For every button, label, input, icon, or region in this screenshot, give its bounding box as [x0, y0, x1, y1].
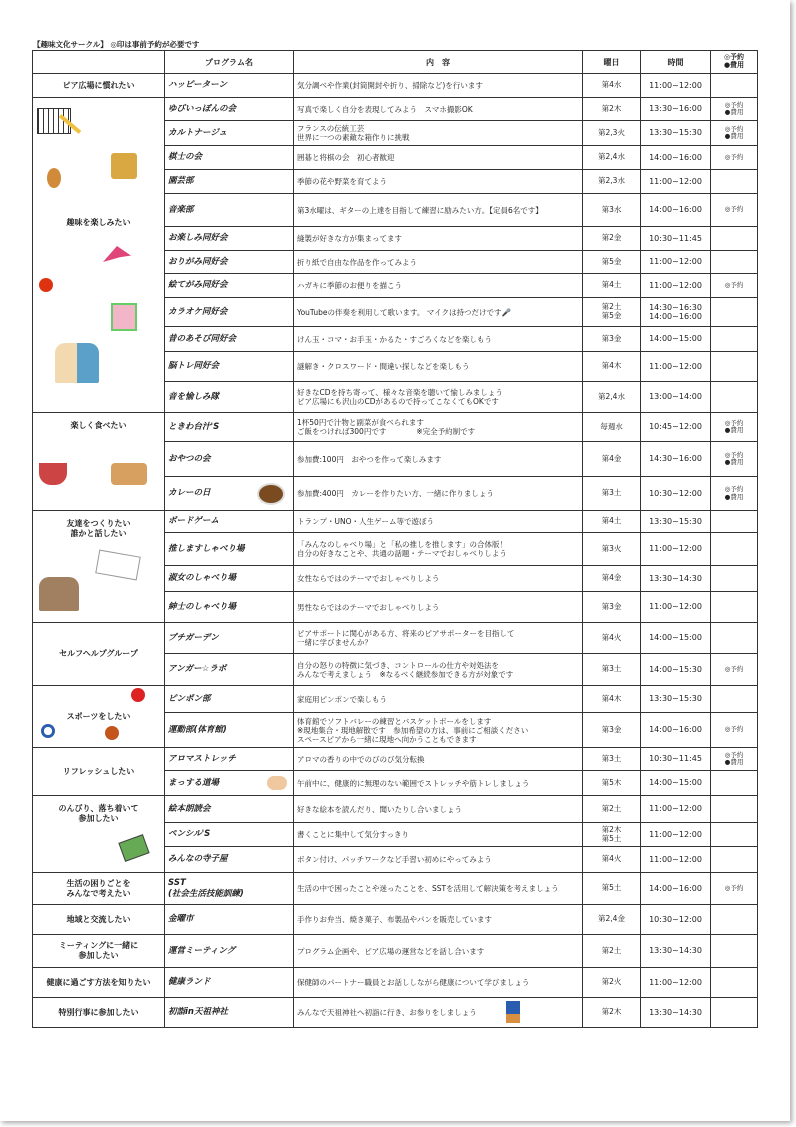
program-content: 折り紙で自由な作品を作ってみよう	[294, 251, 583, 274]
program-time: 14:30~16:00	[641, 442, 711, 477]
program-time: 13:30~14:30	[641, 998, 711, 1028]
header-category	[33, 51, 165, 74]
program-notes	[711, 968, 758, 998]
program-content: 書くことに集中して気分すっきり	[294, 823, 583, 847]
program-day: 第2,4水	[583, 146, 641, 170]
category-cell	[33, 873, 165, 905]
table-row	[33, 74, 758, 98]
music-cd-illustration	[111, 303, 137, 331]
program-notes: ◎予約	[711, 146, 758, 170]
program-time: 14:30~16:30 14:00~16:00	[641, 298, 711, 327]
program-time: 14:00~16:00	[641, 146, 711, 170]
program-content: 家庭用ピンポンで楽しもう	[294, 686, 583, 713]
category-label: 友達をつくりたい 誰かと話したい	[66, 519, 131, 538]
category-label: 地域と交流したい	[66, 914, 131, 924]
category-label: のんびり、落ち着いて 参加したい	[58, 804, 139, 823]
category-cell	[33, 935, 165, 968]
program-notes	[711, 251, 758, 274]
program-name: 初詣in天祖神社	[165, 998, 294, 1028]
program-name: ボードゲーム	[165, 511, 294, 533]
program-day: 第4土	[583, 274, 641, 298]
program-content: 好きなCDを持ち寄って、様々な音楽を聴いて愉しみましょう ピア広場にも沢山のCDがあるので持ってこなくてもOKです	[294, 382, 583, 413]
program-content: 自分の怒りの特徴に気づき、コントロールの仕方や対処法を みんなで考えましょう ※なるべく継続参加できる方が対象です	[294, 654, 583, 686]
table-row	[33, 748, 758, 771]
program-day: 第3土	[583, 748, 641, 771]
program-content: 生活の中で困ったことや迷ったことを、SSTを活用して解決策を考えましょう	[294, 873, 583, 905]
category-label: 楽しく食べたい	[70, 421, 127, 430]
program-name: アンガー☆ラボ	[165, 654, 294, 686]
program-time: 10:30~12:00	[641, 905, 711, 935]
program-content: ハガキに季節のお便りを描こう	[294, 274, 583, 298]
program-notes	[711, 74, 758, 98]
program-day: 第4水	[583, 74, 641, 98]
program-name: 脳トレ同好会	[165, 352, 294, 382]
program-time: 11:00~12:00	[641, 274, 711, 298]
program-notes	[711, 847, 758, 873]
program-name: お楽しみ同好会	[165, 227, 294, 251]
program-content: 第3水曜は、ギターの上達を目指して練習に励みたい方。【定員6名です】	[294, 194, 583, 227]
program-time: 11:00~12:00	[641, 352, 711, 382]
program-notes	[711, 592, 758, 623]
header-time: 時間	[641, 51, 711, 74]
header-program: プログラム名	[165, 51, 294, 74]
program-day: 第2,4金	[583, 905, 641, 935]
program-name: 淑女のしゃべり場	[165, 566, 294, 592]
program-name: 絵本朗読会	[165, 796, 294, 823]
cooking-people-illustration	[111, 463, 147, 485]
karaoke-people-illustration	[55, 343, 99, 383]
program-content: みんなで天祖神社へ初詣に行き、お参りをしましょう	[294, 998, 583, 1028]
table-row	[33, 413, 758, 442]
program-day: 第2土	[583, 935, 641, 968]
table-row	[33, 873, 758, 905]
program-notes: ◎予約	[711, 654, 758, 686]
program-time: 13:00~14:00	[641, 382, 711, 413]
program-day: 第2,3火	[583, 121, 641, 146]
program-day: 第2火	[583, 968, 641, 998]
category-label: 生活の困りごとを みんなで考えたい	[66, 878, 131, 898]
program-time: 10:30~11:45	[641, 748, 711, 771]
program-content: 囲碁と将棋の会 初心者歓迎	[294, 146, 583, 170]
meal-illustration	[39, 463, 67, 485]
program-content: 「みんなのしゃべり場」と「私の推しを推します」の合体版！ 自分の好きなことや、共通の話題・テーマでおしゃべりしよう	[294, 533, 583, 566]
program-notes	[711, 352, 758, 382]
kendama-illustration	[39, 278, 53, 292]
category-cell	[33, 413, 165, 511]
program-content: YouTubeの伴奏を利用して歌います。 マイクは持つだけです🎤	[294, 298, 583, 327]
program-name: ピンポン部	[165, 686, 294, 713]
program-time: 14:00~16:00	[641, 194, 711, 227]
basketball-illustration	[105, 726, 119, 740]
table-row	[33, 935, 758, 968]
program-day: 第4火	[583, 847, 641, 873]
program-name: 金曜市	[165, 905, 294, 935]
program-content: 謎解き・クロスワード・間違い探しなどを楽しもう	[294, 352, 583, 382]
program-name: 紳士のしゃべり場	[165, 592, 294, 623]
program-day: 第3金	[583, 713, 641, 748]
program-notes: ◎予約 ●費用	[711, 121, 758, 146]
category-label: リフレッシュしたい	[62, 766, 135, 776]
program-content: プログラム企画や、ピア広場の運営などを話し合います	[294, 935, 583, 968]
program-name: 昔のあそび同好会	[165, 327, 294, 352]
table-row	[33, 905, 758, 935]
program-day: 第5金	[583, 251, 641, 274]
program-notes	[711, 170, 758, 194]
picture-book-illustration	[118, 834, 149, 862]
program-day: 毎週水	[583, 413, 641, 442]
category-cell	[33, 796, 165, 873]
program-time: 11:00~12:00	[641, 170, 711, 194]
program-notes	[711, 998, 758, 1028]
group-people-illustration	[39, 577, 79, 611]
program-time: 11:00~12:00	[641, 796, 711, 823]
program-time: 13:30~16:00	[641, 98, 711, 121]
category-label: 健康に過ごす方法を知りたい	[46, 977, 151, 987]
program-name: 推しますしゃべり場	[165, 533, 294, 566]
program-time: 11:00~12:00	[641, 533, 711, 566]
program-time: 11:00~12:00	[641, 74, 711, 98]
category-cell	[33, 905, 165, 935]
program-name: おやつの会	[165, 442, 294, 477]
program-name: ハッピーターン	[165, 74, 294, 98]
program-name: 運営ミーティング	[165, 935, 294, 968]
program-notes: ◎予約 ●費用	[711, 413, 758, 442]
playing-cards-illustration	[95, 550, 141, 581]
program-content: 保健師のパートナー職員とお話ししながら健康について学びましょう	[294, 968, 583, 998]
category-cell	[33, 686, 165, 748]
origami-crane-illustration	[103, 246, 131, 262]
category-label: ピア広場に慣れたい	[62, 80, 135, 90]
category-label: セルフヘルプグループ	[59, 649, 138, 658]
program-content: 好きな絵本を読んだり、聞いたりし合いましょう	[294, 796, 583, 823]
category-cell	[33, 74, 165, 98]
program-time: 13:30~15:30	[641, 686, 711, 713]
program-content: 手作りお弁当、焼き菓子、布製品やパンを販売しています	[294, 905, 583, 935]
program-table	[32, 50, 758, 1028]
program-day: 第4木	[583, 352, 641, 382]
document-title: 【趣味文化サークル】 ◎印は事前予約が必要です	[33, 40, 200, 49]
go-board-illustration	[111, 153, 137, 179]
program-day: 第4火	[583, 623, 641, 654]
program-notes: ◎予約	[711, 873, 758, 905]
program-day: 第3土	[583, 654, 641, 686]
program-content: アロマの香りの中でのびのび気分転換	[294, 748, 583, 771]
program-day: 第4土	[583, 511, 641, 533]
program-content: 参加費:100円 おやつを作って楽しみます	[294, 442, 583, 477]
program-day: 第5土	[583, 873, 641, 905]
program-content: 気分調べや作業(封筒開封や折り、掃除など)を行います	[294, 74, 583, 98]
category-label: スポーツをしたい	[66, 711, 131, 721]
program-notes	[711, 935, 758, 968]
program-notes	[711, 298, 758, 327]
volleyball-illustration	[41, 724, 55, 738]
program-content: 女性ならではのテーマでおしゃべりしよう	[294, 566, 583, 592]
program-day: 第2木 第5土	[583, 823, 641, 847]
program-day: 第3金	[583, 327, 641, 352]
program-time: 11:00~12:00	[641, 968, 711, 998]
program-day: 第3水	[583, 194, 641, 227]
table-row	[33, 511, 758, 533]
program-notes: ◎予約 ●費用	[711, 442, 758, 477]
header-day: 曜日	[583, 51, 641, 74]
category-cell	[33, 998, 165, 1028]
category-cell	[33, 511, 165, 623]
program-name: おりがみ同好会	[165, 251, 294, 274]
table-row	[33, 98, 758, 121]
program-content: 縫製が好きな方が集まってます	[294, 227, 583, 251]
program-name: SST (社会生活技能訓練)	[165, 873, 294, 905]
header-notes: ◎予約 ●費用	[711, 51, 758, 74]
program-notes	[711, 823, 758, 847]
program-content: 1杯50円で汁物と副菜が食べられます ご飯をつければ300円です ※完全予約制です	[294, 413, 583, 442]
program-day: 第2金	[583, 227, 641, 251]
program-name: アロマストレッチ	[165, 748, 294, 771]
program-content: トランプ・UNO・人生ゲーム等で遊ぼう	[294, 511, 583, 533]
program-notes	[711, 382, 758, 413]
table-row	[33, 796, 758, 823]
program-notes	[711, 566, 758, 592]
program-name: 運動部(体育館)	[165, 713, 294, 748]
program-name: 音を愉しみ隊	[165, 382, 294, 413]
header-content: 内 容	[294, 51, 583, 74]
table-row	[33, 968, 758, 998]
program-day: 第2,4水	[583, 382, 641, 413]
program-notes: ◎予約 ●費用	[711, 477, 758, 511]
program-day: 第4金	[583, 566, 641, 592]
program-notes: ◎予約 ●費用	[711, 748, 758, 771]
category-cell	[33, 968, 165, 998]
program-notes	[711, 511, 758, 533]
program-name: 音楽部	[165, 194, 294, 227]
program-notes	[711, 327, 758, 352]
program-name: ペンシル'S	[165, 823, 294, 847]
category-cell	[33, 98, 165, 413]
category-label: 趣味を楽しみたい	[66, 218, 131, 227]
program-time: 14:00~16:00	[641, 873, 711, 905]
program-time: 13:30~15:30	[641, 121, 711, 146]
program-name: ゆびいっぽんの会	[165, 98, 294, 121]
table-row	[33, 623, 758, 654]
program-time: 14:00~15:00	[641, 623, 711, 654]
program-day: 第2木	[583, 98, 641, 121]
program-name: 棋士の会	[165, 146, 294, 170]
program-content: 男性ならではのテーマでおしゃべりしよう	[294, 592, 583, 623]
program-time: 13:30~14:30	[641, 935, 711, 968]
program-time: 14:00~15:00	[641, 327, 711, 352]
program-notes	[711, 796, 758, 823]
program-time: 11:00~12:00	[641, 847, 711, 873]
program-time: 10:45~12:00	[641, 413, 711, 442]
program-time: 14:00~15:00	[641, 771, 711, 796]
curry-illustration	[257, 483, 285, 505]
program-notes	[711, 686, 758, 713]
program-content: 午前中に、健康的に無理のない範囲でストレッチや筋トレしましょう	[294, 771, 583, 796]
shrine-visit-illustration	[506, 1001, 520, 1023]
program-name: 健康ランド	[165, 968, 294, 998]
program-notes: ◎予約 ●費用	[711, 98, 758, 121]
program-name: プチガーデン	[165, 623, 294, 654]
program-time: 14:00~16:00	[641, 713, 711, 748]
program-content: 写真で楽しく自分を表現してみよう スマホ撮影OK	[294, 98, 583, 121]
program-day: 第2土	[583, 796, 641, 823]
program-time: 11:00~12:00	[641, 592, 711, 623]
program-name: 絵てがみ同好会	[165, 274, 294, 298]
program-name: みんなの寺子屋	[165, 847, 294, 873]
program-day: 第5木	[583, 771, 641, 796]
program-day: 第2,3水	[583, 170, 641, 194]
program-notes: ◎予約	[711, 713, 758, 748]
program-day: 第2土 第5金	[583, 298, 641, 327]
program-name: まっする道場	[165, 771, 294, 796]
category-label: 特別行事に参加したい	[58, 1007, 139, 1017]
program-time: 11:00~12:00	[641, 823, 711, 847]
program-time: 10:30~11:45	[641, 227, 711, 251]
guitar-illustration	[47, 168, 61, 188]
program-day: 第4木	[583, 686, 641, 713]
category-label: ミーティングに一緒に 参加したい	[58, 941, 139, 960]
program-name: カルトナージュ	[165, 121, 294, 146]
program-content: けん玉・コマ・お手玉・かるた・すごろくなどを楽しもう	[294, 327, 583, 352]
program-notes	[711, 771, 758, 796]
program-notes: ◎予約	[711, 274, 758, 298]
program-day: 第4金	[583, 442, 641, 477]
program-content: フランスの伝統工芸 世界に一つの素敵な箱作りに挑戦	[294, 121, 583, 146]
program-notes	[711, 533, 758, 566]
program-time: 14:00~15:30	[641, 654, 711, 686]
program-time: 13:30~14:30	[641, 566, 711, 592]
program-time: 13:30~15:30	[641, 511, 711, 533]
program-name: カレーの日	[165, 477, 294, 511]
program-content: ボタン付け、パッチワークなど手習い初めにやってみよう	[294, 847, 583, 873]
table-row	[33, 998, 758, 1028]
category-cell	[33, 623, 165, 686]
program-day: 第2木	[583, 998, 641, 1028]
program-day: 第3金	[583, 592, 641, 623]
program-content: 体育館でソフトバレーの練習とバスケットボールをします ※現地集合・現地解散です 参加希望の方は、事前にご相談ください スペースピアから一緒に現地へ向かうこともできます	[294, 713, 583, 748]
program-notes	[711, 905, 758, 935]
program-notes	[711, 623, 758, 654]
program-day: 第3火	[583, 533, 641, 566]
program-name: 園芸部	[165, 170, 294, 194]
program-notes	[711, 227, 758, 251]
program-time: 11:00~12:00	[641, 251, 711, 274]
program-day: 第3土	[583, 477, 641, 511]
table-row	[33, 686, 758, 713]
ping-pong-illustration	[131, 688, 145, 702]
program-name: ときわ台汁'S	[165, 413, 294, 442]
program-content: 季節の花や野菜を育てよう	[294, 170, 583, 194]
program-content: ピアサポートに関心がある方、将来のピアサポーターを目指して 一緒に学びませんか？	[294, 623, 583, 654]
program-notes: ◎予約	[711, 194, 758, 227]
muscle-arm-illustration	[267, 776, 287, 790]
program-time: 10:30~12:00	[641, 477, 711, 511]
program-content: 参加費:400円 カレーを作りたい方、一緒に作りましょう	[294, 477, 583, 511]
header-row	[33, 51, 758, 74]
program-name: カラオケ同好会	[165, 298, 294, 327]
category-cell	[33, 748, 165, 796]
